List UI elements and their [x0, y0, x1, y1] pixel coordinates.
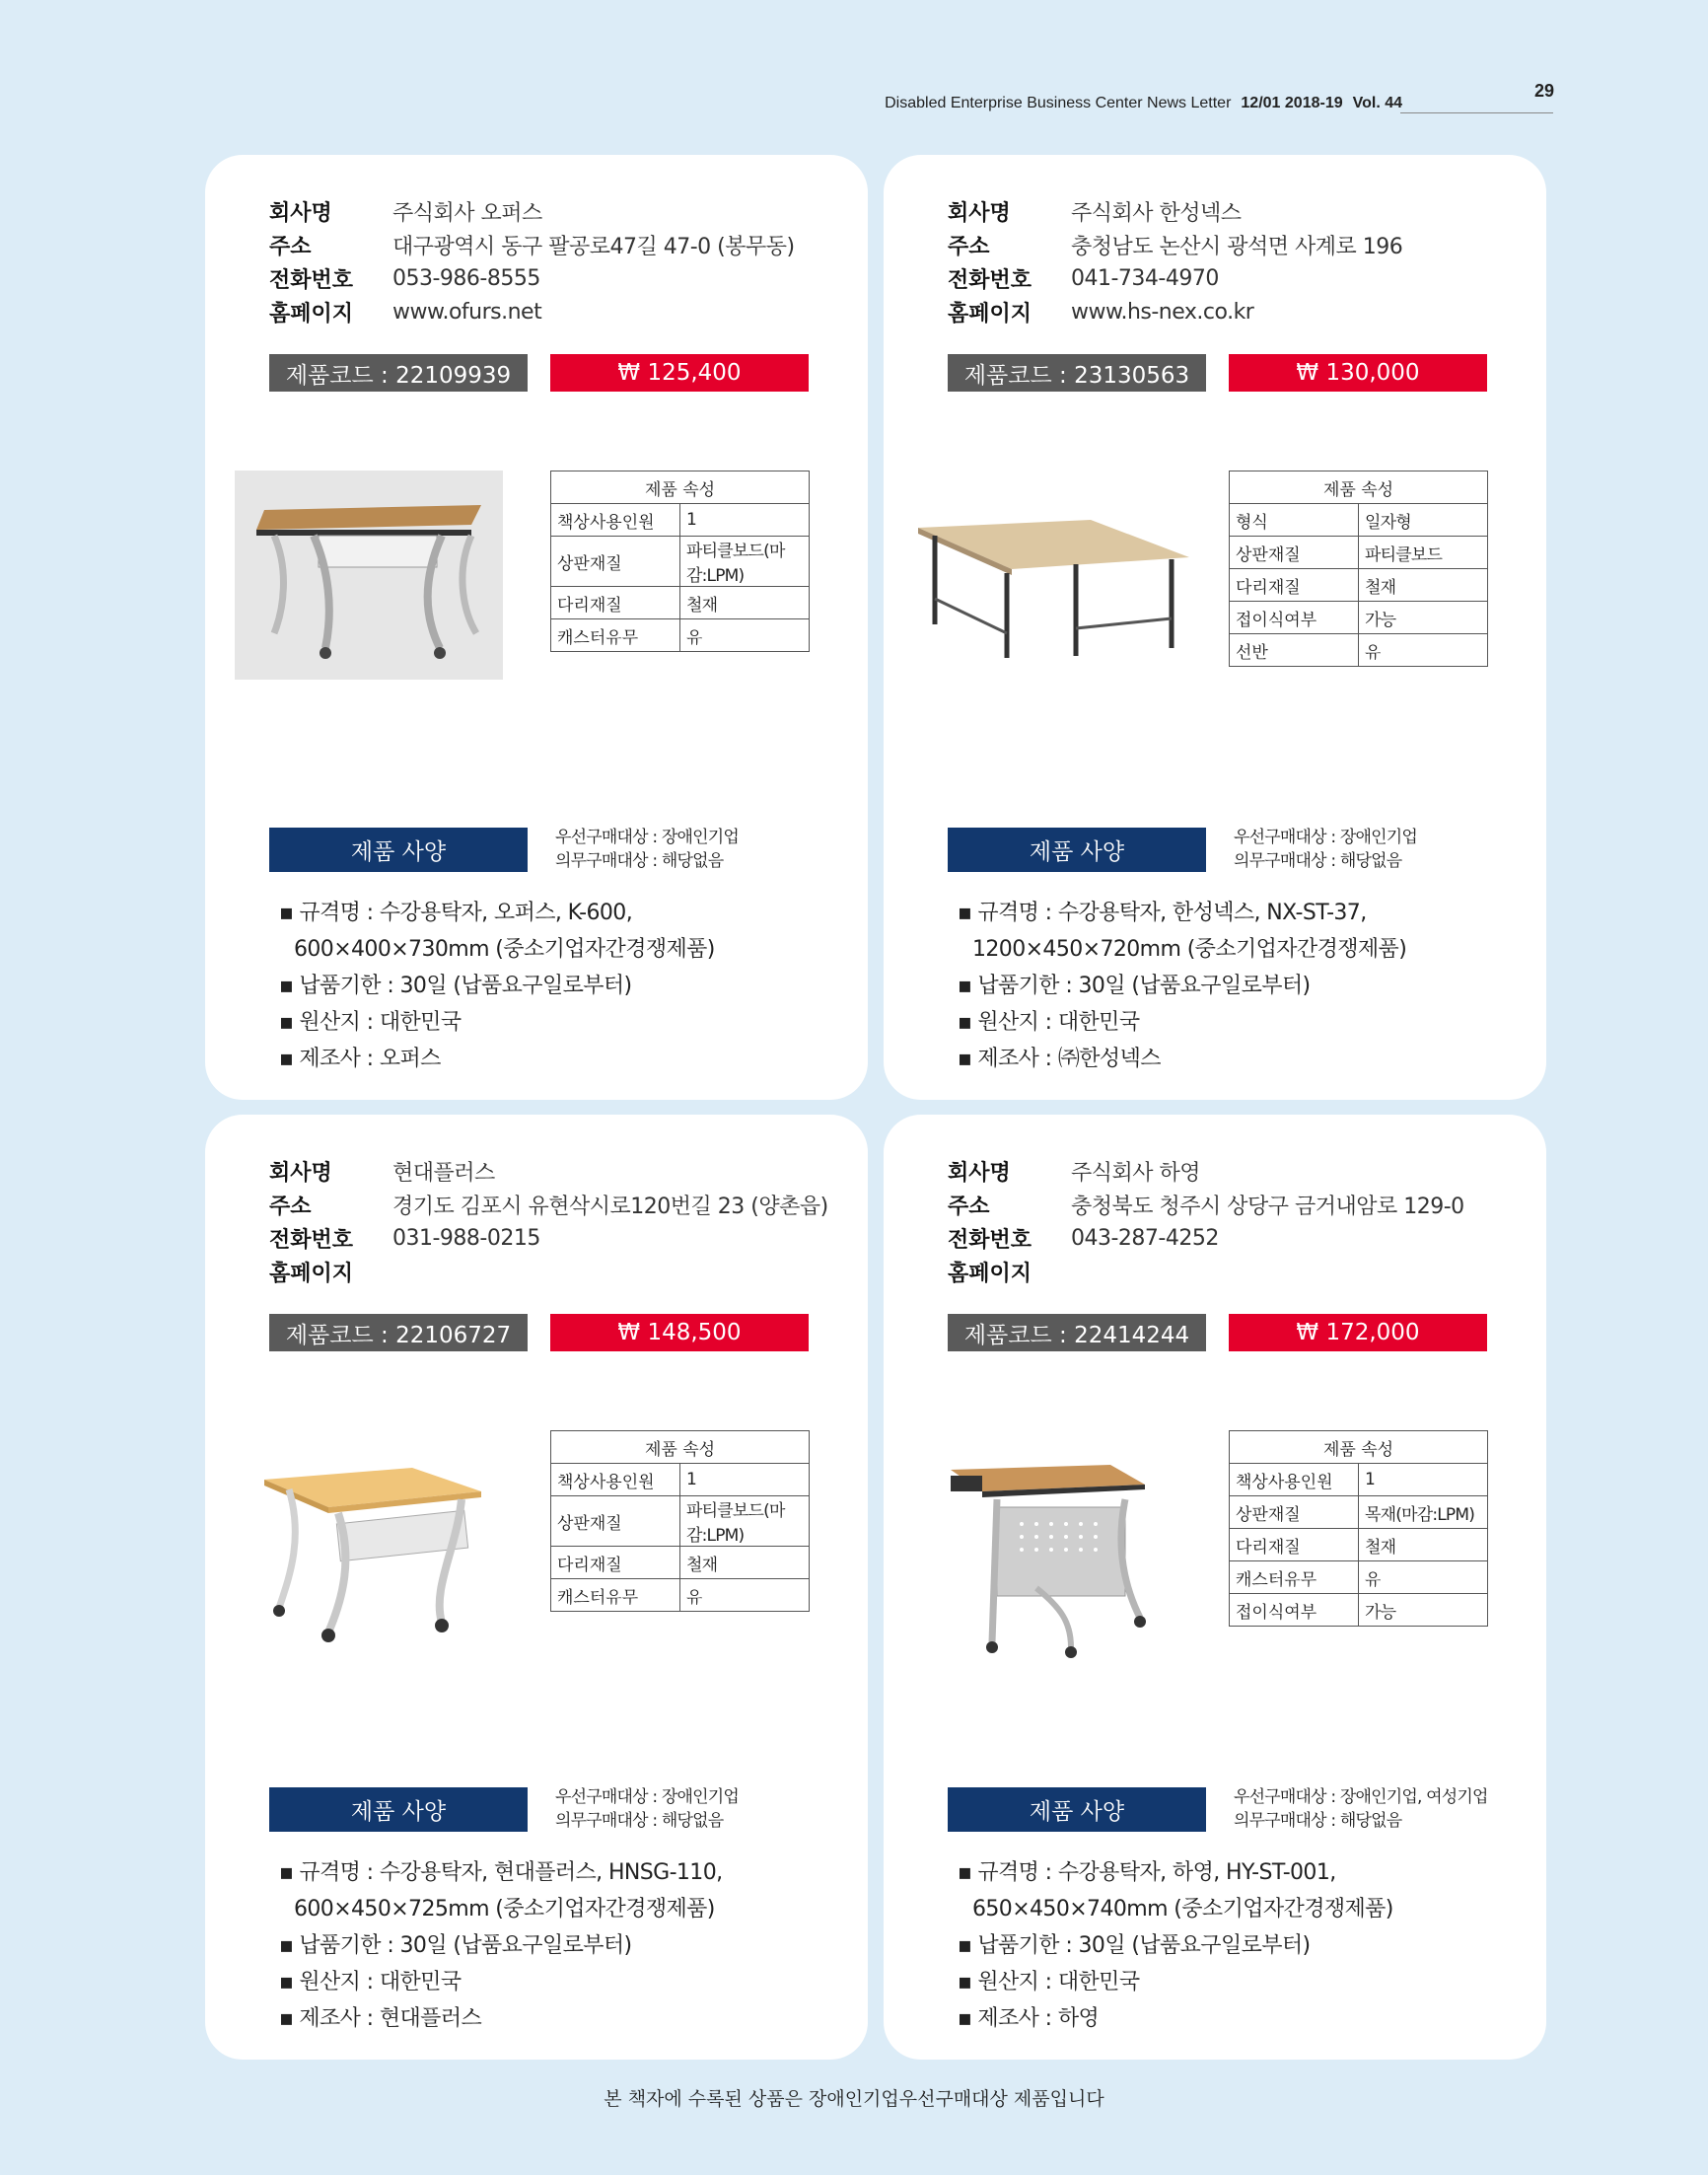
company-label: 회사명: [948, 1160, 1011, 1186]
spec-item-dimensions: 1200×450×720mm (중소기업자간경쟁제품): [972, 937, 1407, 962]
desk-image: [235, 1411, 521, 1667]
table-row: 상판재질 목재(마감:LPM): [1230, 1496, 1488, 1529]
table-row: 책상사용인원 1: [551, 1464, 810, 1496]
issue-date: 12/01 2018-19: [1241, 95, 1343, 111]
spec-title: 제품 사양: [948, 1787, 1206, 1832]
spec-title: 제품 사양: [269, 1787, 528, 1832]
spec-title: 제품 사양: [269, 828, 528, 872]
priority-purchase: 우선구매대상 : 장애인기업: [555, 1787, 739, 1807]
spec-item-origin: ▪ 원산지 : 대한민국: [958, 1964, 1393, 2000]
priority-purchase: 우선구매대상 : 장애인기업: [1234, 828, 1417, 847]
product-code: 제품코드 : 22414244: [948, 1314, 1206, 1351]
purchase-info: [1234, 826, 1417, 873]
priority-purchase: 우선구매대상 : 장애인기업: [555, 828, 739, 847]
priority-purchase: 우선구매대상 : 장애인기업, 여성기업: [1234, 1787, 1488, 1807]
company-address: 경기도 김포시 유현삭시로120번길 23 (양촌읍): [392, 1194, 828, 1219]
mandatory-purchase: 의무구매대상 : 해당없음: [555, 1811, 724, 1831]
desk-image: [913, 1411, 1199, 1667]
company-phone: 053-986-8555: [392, 265, 540, 291]
company-phone: 043-287-4252: [1071, 1225, 1219, 1251]
mandatory-purchase: 의무구매대상 : 해당없음: [1234, 1811, 1402, 1831]
spec-list: [958, 895, 1406, 1077]
product-card-ofurs: [205, 155, 868, 1100]
company-homepage[interactable]: www.ofurs.net: [392, 299, 542, 325]
attribute-table: [1229, 1430, 1488, 1627]
spec-item-maker: ▪ 제조사 : 하영: [958, 2000, 1393, 2037]
address-label: 주소: [269, 234, 312, 259]
company-homepage[interactable]: www.hs-nex.co.kr: [1071, 299, 1254, 325]
homepage-label: 홈페이지: [269, 301, 354, 326]
footer-note: 본 책자에 수록된 상품은 장애인기업우선구매대상 제품입니다: [604, 2088, 1104, 2110]
homepage-label: 홈페이지: [948, 301, 1032, 326]
spec-item-model: ▪ 규격명 : 수강용탁자, 하영, HY-ST-001,: [958, 1854, 1393, 1891]
company-address: 충청북도 청주시 상당구 금거내암로 129-0: [1071, 1194, 1464, 1219]
company-info: [269, 194, 795, 328]
volume-label: Vol. 44: [1352, 95, 1402, 111]
product-code: 제품코드 : 22106727: [269, 1314, 528, 1351]
company-name: 현대플러스: [392, 1160, 495, 1186]
table-image: [913, 451, 1199, 707]
table-row: 다리재질 철재: [1230, 1529, 1488, 1561]
table-row: 상판재질 파티클보드(마감:LPM): [551, 537, 810, 587]
company-label: 회사명: [948, 200, 1011, 226]
company-name: 주식회사 오퍼스: [392, 200, 542, 226]
address-label: 주소: [948, 234, 990, 259]
company-address: 충청남도 논산시 광석면 사계로 196: [1071, 234, 1403, 259]
table-row: 다리재질 철재: [551, 587, 810, 619]
table-row: 형식 일자형: [1230, 504, 1488, 537]
company-label: 회사명: [269, 200, 332, 226]
company-label: 회사명: [269, 1160, 332, 1186]
spec-item-origin: ▪ 원산지 : 대한민국: [279, 1004, 715, 1041]
company-phone: 031-988-0215: [392, 1225, 540, 1251]
phone-label: 전화번호: [269, 1227, 354, 1253]
spec-item-origin: ▪ 원산지 : 대한민국: [279, 1964, 723, 2000]
spec-item-delivery: ▪ 납품기한 : 30일 (납품요구일로부터): [958, 1927, 1393, 1964]
table-row: 접이식여부 가능: [1230, 602, 1488, 634]
product-price: ₩ 172,000: [1229, 1314, 1487, 1351]
purchase-info: [555, 826, 739, 873]
spec-list: [279, 1854, 723, 2037]
purchase-info: [555, 1785, 739, 1833]
company-phone: 041-734-4970: [1071, 265, 1219, 291]
spec-item-delivery: ▪ 납품기한 : 30일 (납품요구일로부터): [279, 968, 715, 1004]
product-price: ₩ 148,500: [550, 1314, 809, 1351]
table-row: 다리재질 철재: [551, 1547, 810, 1579]
spec-item-delivery: ▪ 납품기한 : 30일 (납품요구일로부터): [279, 1927, 723, 1964]
table-row: 캐스터유무 유: [1230, 1561, 1488, 1594]
attribute-table-title: 제품 속성: [1230, 471, 1488, 504]
spec-item-delivery: ▪ 납품기한 : 30일 (납품요구일로부터): [958, 968, 1406, 1004]
attribute-table-title: 제품 속성: [1230, 1431, 1488, 1464]
desk-image: [235, 451, 521, 707]
attribute-table: [550, 471, 810, 652]
header-divider: [1400, 112, 1553, 113]
company-address: 대구광역시 동구 팔공로47길 47-0 (봉무동): [392, 234, 795, 259]
page-header: [885, 95, 1402, 112]
product-price: ₩ 125,400: [550, 354, 809, 392]
spec-item-origin: ▪ 원산지 : 대한민국: [958, 1004, 1406, 1041]
company-info: [948, 194, 1402, 328]
company-info: [269, 1154, 828, 1288]
table-row: 상판재질 파티클보드: [1230, 537, 1488, 569]
homepage-label: 홈페이지: [269, 1261, 354, 1286]
company-name: 주식회사 하영: [1071, 1160, 1201, 1186]
mandatory-purchase: 의무구매대상 : 해당없음: [1234, 851, 1402, 871]
phone-label: 전화번호: [948, 267, 1032, 293]
product-code: 제품코드 : 23130563: [948, 354, 1206, 392]
address-label: 주소: [269, 1194, 312, 1219]
table-row: 선반 유: [1230, 634, 1488, 667]
spec-item-model: ▪ 규격명 : 수강용탁자, 오퍼스, K-600,: [279, 895, 715, 931]
table-row: 상판재질 파티클보드(마감:LPM): [551, 1496, 810, 1547]
homepage-label: 홈페이지: [948, 1261, 1032, 1286]
table-row: 캐스터유무 유: [551, 619, 810, 652]
mandatory-purchase: 의무구매대상 : 해당없음: [555, 851, 724, 871]
attribute-table: [1229, 471, 1488, 667]
spec-item-model: ▪ 규격명 : 수강용탁자, 한성넥스, NX-ST-37,: [958, 895, 1406, 931]
newsletter-title: Disabled Enterprise Business Center News Letter: [885, 95, 1232, 111]
spec-item-maker: ▪ 제조사 : 현대플러스: [279, 2000, 723, 2037]
spec-item-maker: ▪ 제조사 : 오퍼스: [279, 1041, 715, 1077]
table-row: 책상사용인원 1: [551, 504, 810, 537]
company-name: 주식회사 한성넥스: [1071, 200, 1242, 226]
phone-label: 전화번호: [948, 1227, 1032, 1253]
product-code: 제품코드 : 22109939: [269, 354, 528, 392]
purchase-info: [1234, 1785, 1488, 1833]
spec-item-dimensions: 600×450×725mm (중소기업자간경쟁제품): [294, 1897, 715, 1921]
product-card-hyundaiplus: [205, 1115, 868, 2060]
spec-list: [279, 895, 715, 1077]
attribute-table-title: 제품 속성: [551, 471, 810, 504]
page-number: 29: [1533, 81, 1554, 101]
spec-item-model: ▪ 규격명 : 수강용탁자, 현대플러스, HNSG-110,: [279, 1854, 723, 1891]
company-info: [948, 1154, 1464, 1288]
table-row: 캐스터유무 유: [551, 1579, 810, 1612]
table-row: 다리재질 철재: [1230, 569, 1488, 602]
spec-item-dimensions: 650×450×740mm (중소기업자간경쟁제품): [972, 1897, 1393, 1921]
product-card-hayoung: [884, 1115, 1546, 2060]
phone-label: 전화번호: [269, 267, 354, 293]
product-card-hsnex: [884, 155, 1546, 1100]
table-row: 책상사용인원 1: [1230, 1464, 1488, 1496]
spec-list: [958, 1854, 1393, 2037]
spec-title: 제품 사양: [948, 828, 1206, 872]
product-price: ₩ 130,000: [1229, 354, 1487, 392]
attribute-table-title: 제품 속성: [551, 1431, 810, 1464]
spec-item-maker: ▪ 제조사 : ㈜한성넥스: [958, 1041, 1406, 1077]
table-row: 접이식여부 가능: [1230, 1594, 1488, 1627]
address-label: 주소: [948, 1194, 990, 1219]
spec-item-dimensions: 600×400×730mm (중소기업자간경쟁제품): [294, 937, 715, 962]
attribute-table: [550, 1430, 810, 1612]
